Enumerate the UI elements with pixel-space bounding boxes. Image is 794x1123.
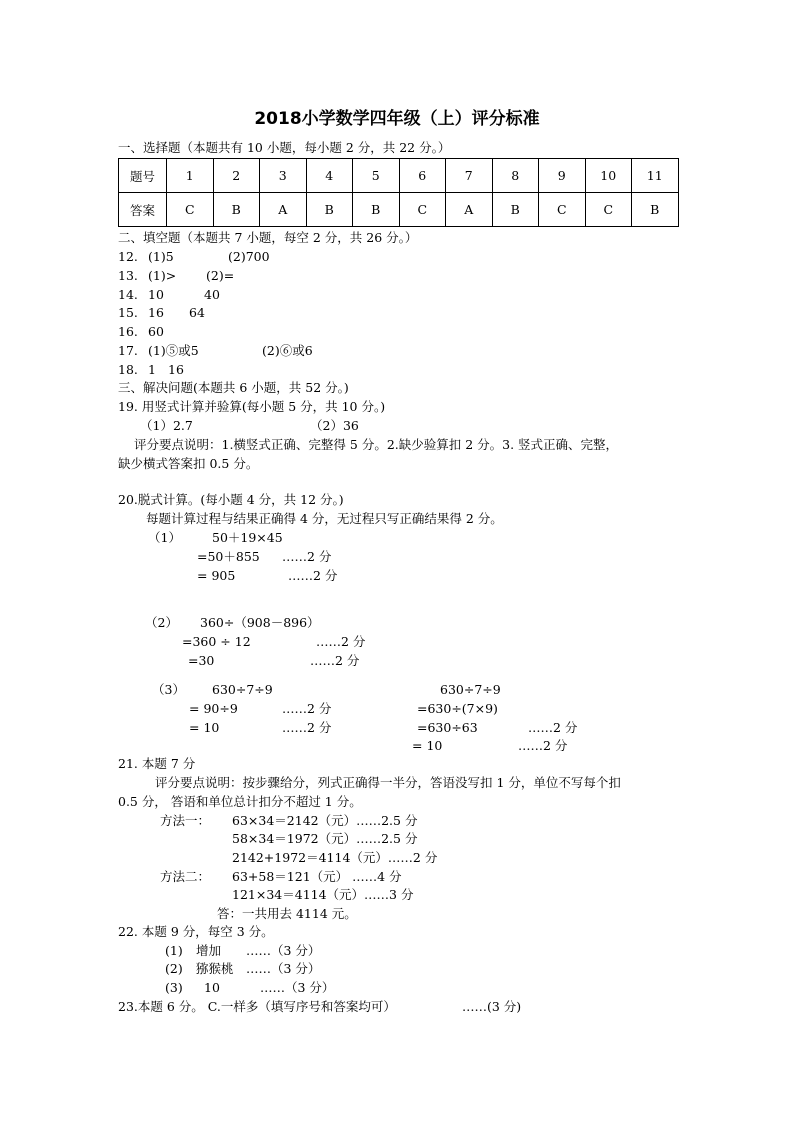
q12-answer-1: (1)5: [148, 249, 174, 264]
section-1-heading: 一、选择题（本题共有 10 小题，每小题 2 分，共 22 分。）: [118, 140, 451, 155]
table-cell: 1: [167, 159, 214, 193]
q22-item-1-score: ……（3 分）: [246, 943, 321, 958]
q22-item-3-label: (3): [165, 980, 183, 995]
q19-part-2: （2）36: [310, 418, 359, 433]
q21-method-2-step-1: 63+58＝121（元） ……4 分: [232, 869, 402, 884]
q20-p1-step-2: = 905: [197, 568, 236, 583]
q20-p2-expr: 360÷（908－896）: [200, 615, 320, 630]
q20-p2-step-2: =30: [188, 653, 215, 668]
q20-p1-expr: 50＋19×45: [212, 530, 283, 545]
section-3-heading: 三、解决问题(本题共 6 小题，共 52 分。): [118, 380, 349, 395]
q21-note-1: 评分要点说明：按步骤给分，列式正确得一半分，答语没写扣 1 分，单位不写每个扣: [155, 775, 621, 790]
q21-method-2-step-2: 121×34＝4114（元）……3 分: [232, 887, 414, 902]
q19-part-1: （1）2.7: [140, 418, 193, 433]
q20-p3b-step-3: = 10: [412, 738, 443, 753]
q18-answer-1: 1: [148, 362, 156, 377]
row-label-number: 题号: [119, 159, 167, 193]
q20-line: 20.脱式计算。(每小题 4 分，共 12 分。): [118, 492, 344, 507]
table-cell: B: [213, 193, 260, 227]
table-cell: 3: [260, 159, 307, 193]
q13-answer-2: (2)=: [206, 268, 235, 283]
q22-item-2-score: ……（3 分）: [246, 961, 321, 976]
q17-answer-2: (2)⑥或6: [262, 343, 313, 358]
q21-answer: 答：一共用去 4114 元。: [217, 906, 357, 921]
q14-answer-1: 10: [148, 287, 164, 302]
table-cell: A: [446, 193, 493, 227]
table-cell: B: [632, 193, 679, 227]
table-cell: 10: [585, 159, 632, 193]
q15-number: 15.: [118, 305, 138, 320]
q15-answer-1: 16: [148, 305, 164, 320]
section-2-heading: 二、填空题（本题共 7 小题，每空 2 分，共 26 分。）: [118, 230, 418, 245]
q23-score: ……(3 分): [462, 999, 522, 1014]
table-cell: B: [353, 193, 400, 227]
q21-method-1-step-3: 2142+1972＝4114（元）……2 分: [232, 850, 438, 865]
q19-note-2: 缺少横式答案扣 0.5 分。: [118, 456, 259, 471]
q18-number: 18.: [118, 362, 138, 377]
q14-number: 14.: [118, 287, 138, 302]
q19-note-1: 评分要点说明：1.横竖式正确、完整得 5 分。2.缺少验算扣 2 分。3. 竖式正确、完整，: [134, 437, 619, 452]
table-cell: 11: [632, 159, 679, 193]
page-title: 2018小学数学四年级（上）评分标准: [254, 109, 540, 129]
q16-number: 16.: [118, 324, 138, 339]
table-cell: B: [306, 193, 353, 227]
table-cell: 8: [492, 159, 539, 193]
table-cell: 6: [399, 159, 446, 193]
table-cell: 7: [446, 159, 493, 193]
q21-method-1-step-2: 58×34＝1972（元）……2.5 分: [232, 831, 418, 846]
q20-p3a-step-2: = 10: [189, 720, 220, 735]
q20-p1-score-2: ……2 分: [288, 568, 338, 583]
q12-answer-2: (2)700: [228, 249, 270, 264]
table-cell: 5: [353, 159, 400, 193]
q20-p3b-expr: 630÷7÷9: [440, 682, 501, 697]
q17-answer-1: (1)⑤或5: [148, 343, 199, 358]
q19-line: 19. 用竖式计算并验算(每小题 5 分，共 10 分。): [118, 399, 386, 414]
q20-p2-step-1: =360 ÷ 12: [182, 634, 251, 649]
q20-p3a-step-1: = 90÷9: [189, 701, 238, 716]
q20-p3b-score-2: ……2 分: [518, 738, 568, 753]
q21-note-2: 0.5 分， 答语和单位总计扣分不超过 1 分。: [118, 794, 362, 809]
q21-method-1-step-1: 63×34＝2142（元）……2.5 分: [232, 813, 418, 828]
q17-number: 17.: [118, 343, 138, 358]
q22-item-3-score: ……（3 分）: [260, 980, 335, 995]
table-cell: B: [492, 193, 539, 227]
table-row: [119, 159, 679, 193]
q20-p3b-step-1: =630÷(7×9): [417, 701, 498, 716]
table-cell: C: [585, 193, 632, 227]
table-cell: C: [539, 193, 586, 227]
answer-table: [118, 158, 679, 227]
q22-line: 22. 本题 9 分，每空 3 分。: [118, 924, 274, 939]
q20-p1-step-1: =50＋855: [197, 549, 260, 564]
q18-answer-2: 16: [168, 362, 184, 377]
q20-p3a-score-2: ……2 分: [282, 720, 332, 735]
table-cell: A: [260, 193, 307, 227]
q22-item-2-label: (2): [165, 961, 183, 976]
q21-method-1-label: 方法一：: [160, 813, 211, 828]
q13-answer-1: (1)>: [148, 268, 177, 283]
q13-number: 13.: [118, 268, 138, 283]
q20-p3b-score-1: ……2 分: [528, 720, 578, 735]
table-cell: 4: [306, 159, 353, 193]
table-cell: C: [167, 193, 214, 227]
table-row: [119, 193, 679, 227]
q22-item-1-label: (1): [165, 943, 183, 958]
q12-number: 12.: [118, 249, 138, 264]
table-cell: 9: [539, 159, 586, 193]
q15-answer-2: 64: [189, 305, 205, 320]
q22-item-3-answer: 10: [204, 980, 220, 995]
q20-p2-label: （2）: [145, 615, 178, 630]
q20-description: 每题计算过程与结果正确得 4 分，无过程只写正确结果得 2 分。: [146, 511, 503, 526]
q20-p3-label: （3）: [152, 682, 185, 697]
q21-line: 21. 本题 7 分: [118, 756, 196, 771]
q20-p3a-expr: 630÷7÷9: [212, 682, 273, 697]
q22-item-2-answer: 猕猴桃: [196, 961, 234, 976]
q22-item-1-answer: 增加: [196, 943, 222, 958]
q14-answer-2: 40: [204, 287, 220, 302]
q23-line: 23.本题 6 分。 C.一样多（填写序号和答案均可）: [118, 999, 396, 1014]
q20-p1-label: （1）: [148, 530, 181, 545]
q16-answer-1: 60: [148, 324, 164, 339]
q20-p3b-step-2: =630÷63: [417, 720, 478, 735]
q20-p3a-score-1: ……2 分: [282, 701, 332, 716]
table-cell: 2: [213, 159, 260, 193]
row-label-answer: 答案: [119, 193, 167, 227]
table-cell: C: [399, 193, 446, 227]
q21-method-2-label: 方法二：: [160, 869, 211, 884]
q20-p2-score-2: ……2 分: [310, 653, 360, 668]
q20-p1-score-1: ……2 分: [282, 549, 332, 564]
q20-p2-score-1: ……2 分: [316, 634, 366, 649]
